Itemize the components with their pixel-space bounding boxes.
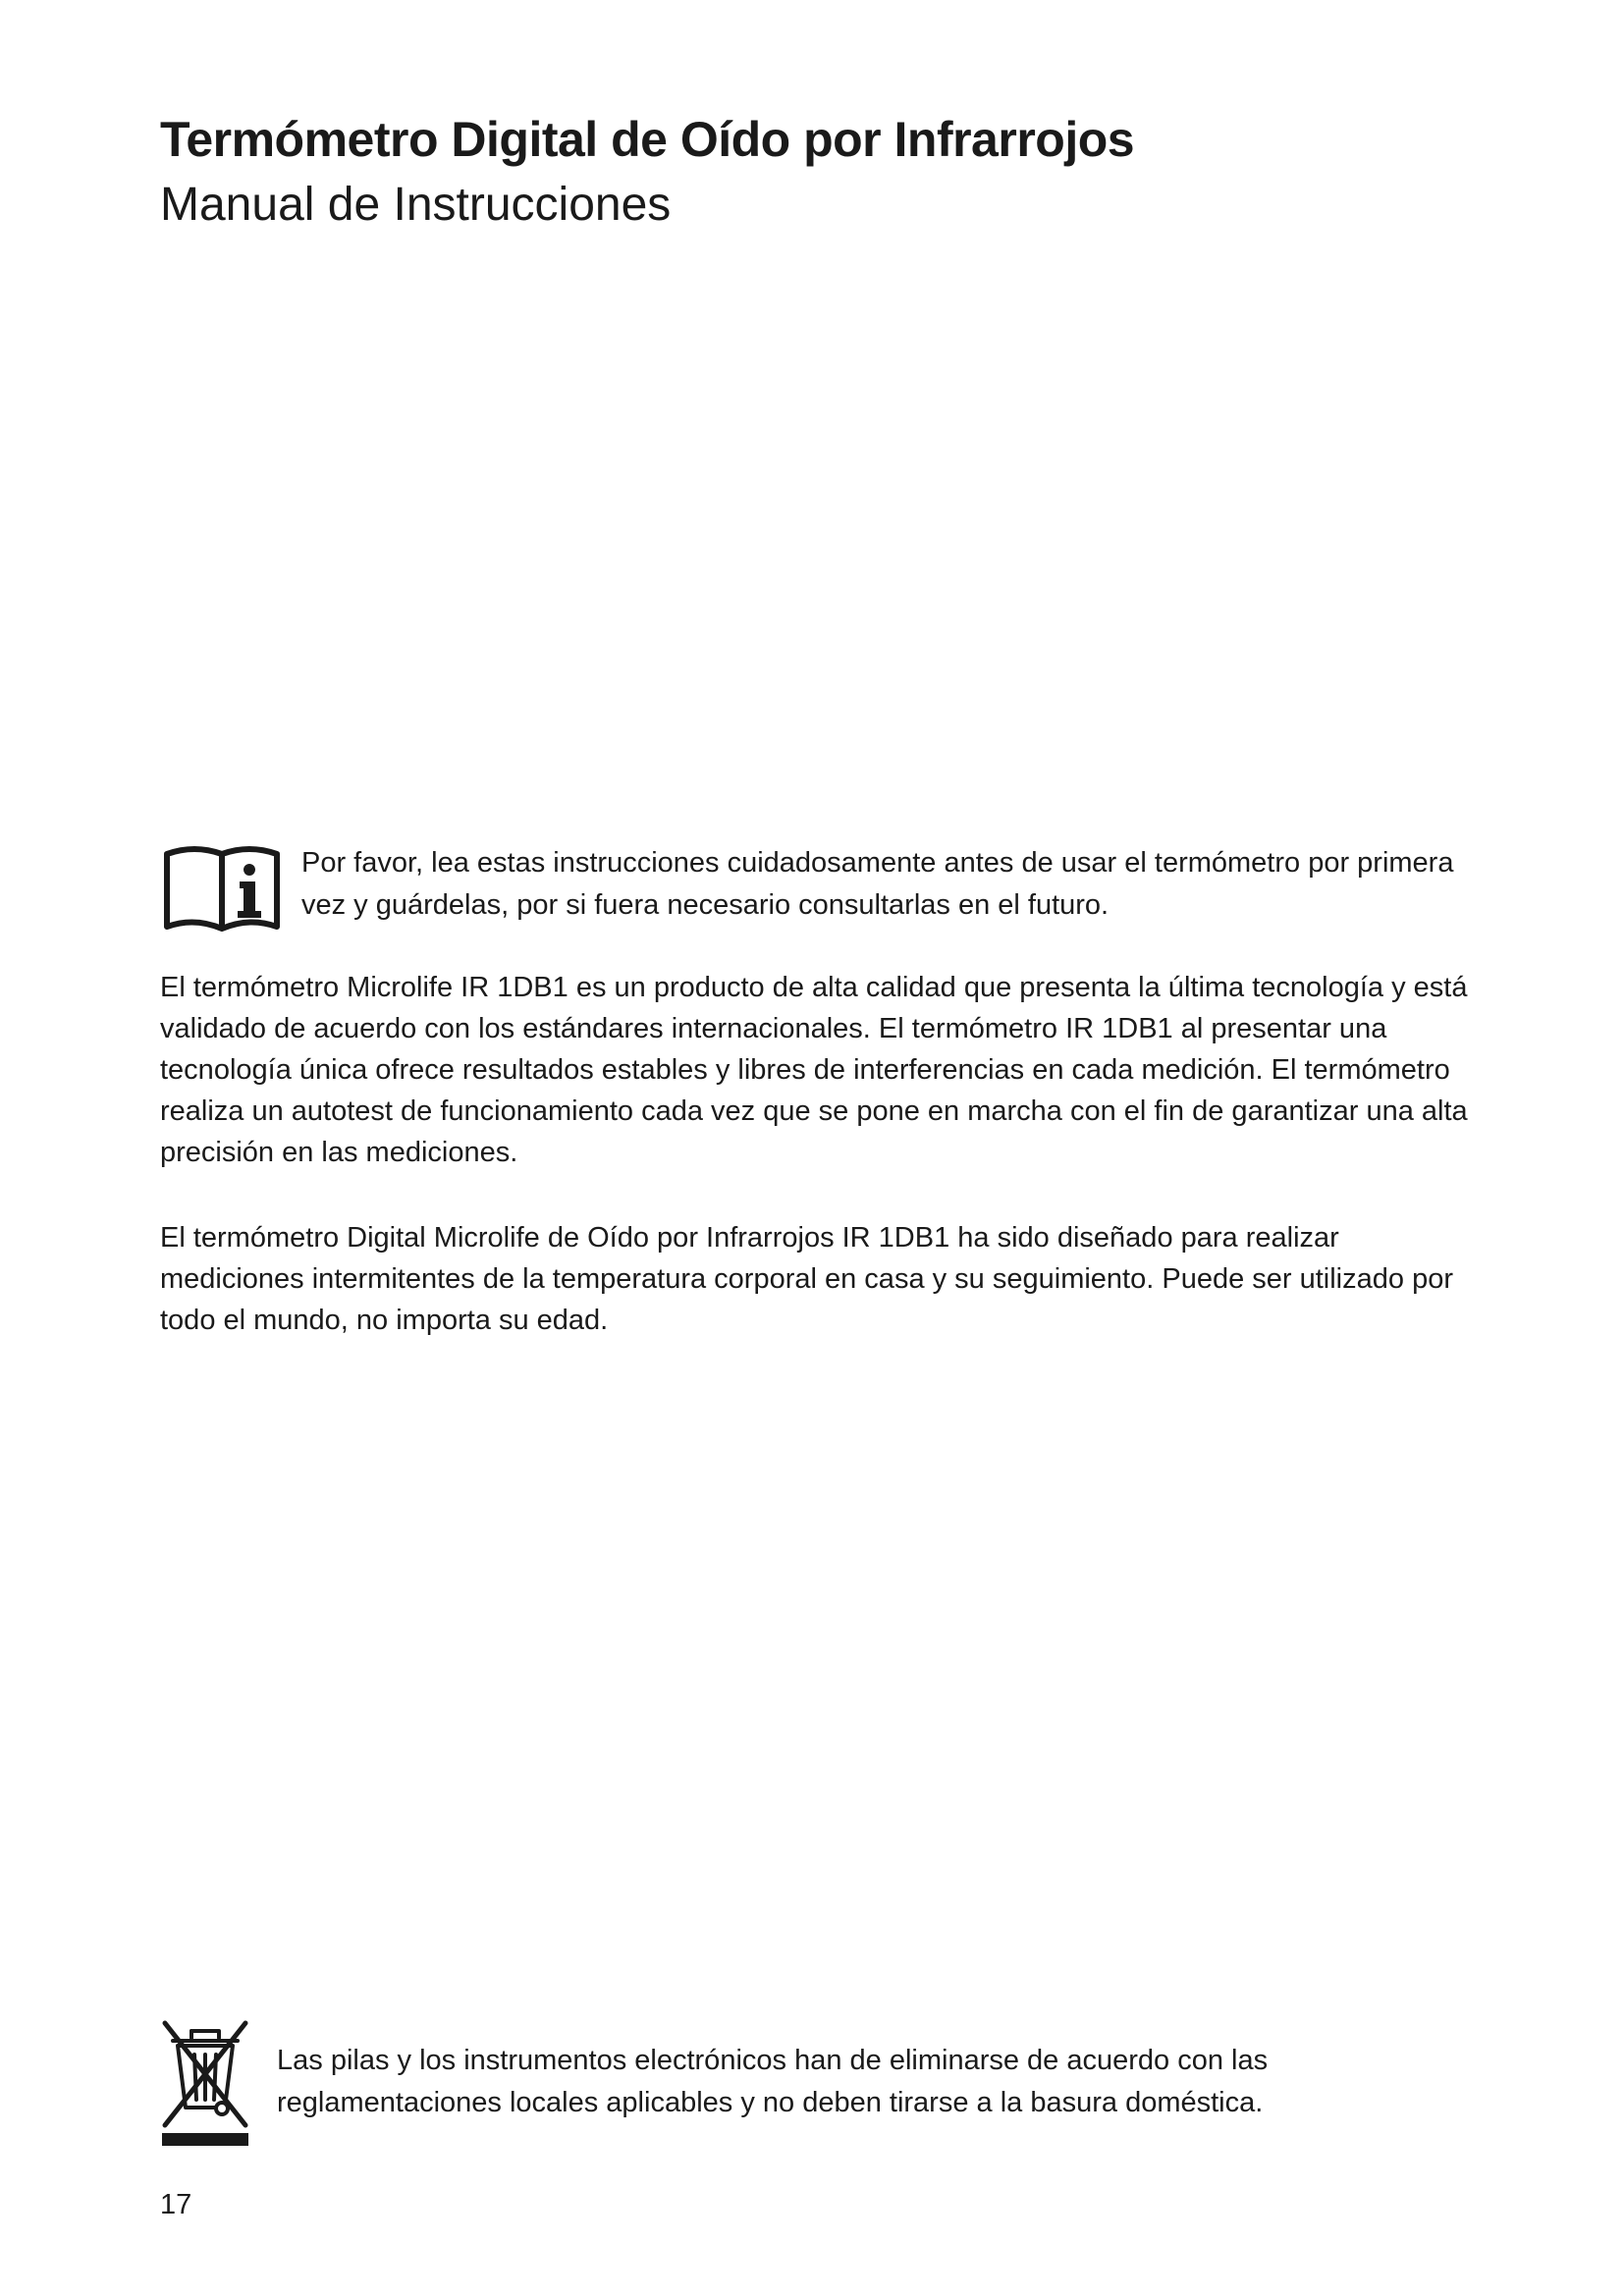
product-description-paragraph: El termómetro Microlife IR 1DB1 es un producto de alta calidad que presenta la última tecnología y está validado de acuerdo con los estándares internacionales. El termómetro IR 1DB1 al presentar una tecnología única ofrece resultados estables y libres de interferencias en cada medición. El termómetro realiza un autotest de funcionamiento cada vez que se pone en marcha con el fin de garantizar una alta precisión en las mediciones. [160,972,1468,1168]
crossed-out-wheelie-bin-icon [159,2019,251,2149]
read-instructions-notice: Por favor, lea estas instrucciones cuidadosamente antes de usar el termómetro por primera vez y guárdelas, por si fuera necesario consultarlas en el futuro. [301,847,1454,921]
read-instructions-manual-icon [163,842,281,936]
disposal-notice: Las pilas y los instrumentos electrónicos han de eliminarse de acuerdo con las reglamentaciones locales aplicables y no deben tirarse a la basura doméstica. [277,2045,1269,2118]
page-subtitle: Manual de Instrucciones [160,179,672,231]
intended-use-paragraph: El termómetro Digital Microlife de Oído por Infrarrojos IR 1DB1 ha sido diseñado para realizar mediciones intermitentes de la temperatura corporal en casa y su seguimiento. Puede ser utilizado por todo el mundo, no importa su edad. [160,1222,1453,1336]
page-number: 17 [160,2189,192,2220]
page-title: Termómetro Digital de Oído por Infrarrojos [160,112,1135,167]
